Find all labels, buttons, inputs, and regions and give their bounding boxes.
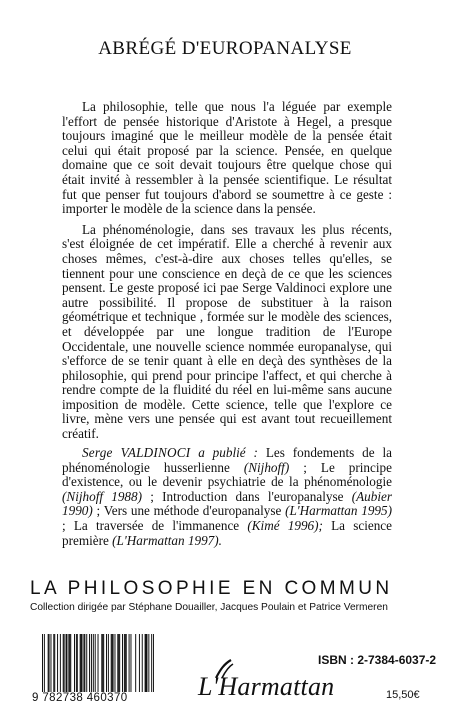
barcode-bar	[48, 634, 49, 692]
barcode-bar	[82, 634, 83, 692]
barcode-bar	[54, 634, 55, 692]
barcode-bars	[42, 634, 154, 692]
barcode-bar	[80, 634, 81, 692]
publication-separator: ;	[62, 517, 74, 533]
paragraph-2: La phénoménologie, dans ses travaux les plus récents, s'est éloignée de cet impératif. Elle a cherché à revenir aux choses mêmes, c'est-à-dire aux choses telles qu'elles, se tiennent pour une conscience en deçà de ce que les sciences pensent. Le geste proposé ici pae Serge Valdinoci explore une autre possibilité. Il propose de substituer à la raison géométrique et technique , formée sur le modèle des sciences, et développée par une longue tradition de l'Europe Occidentale, une nouvelle science nommée europanalyse, qui s'efforce de se tenir quant à elle en deçà des synthèses de la philosophie, qui prend pour principe l'affect, et qui cherche à rendre compte de la fluidité du réel en lui-même sans aucune imposition de modèle. Cette science, telle que l'explore ce livre, mène vers une pensée qui est avant tout recueillement créatif.	[62, 221, 392, 442]
barcode-bar	[50, 634, 51, 692]
barcode-bar	[145, 634, 146, 692]
collection-direction: Collection dirigée par Stéphane Douailler, Jacques Poulain et Patrice Vermeren	[30, 602, 388, 613]
publication-title: La traversée de l'immanence	[73, 517, 240, 533]
barcode-bar	[49, 634, 50, 692]
publication-separator	[323, 518, 331, 533]
barcode-bar	[122, 634, 123, 692]
barcode-bar	[83, 634, 84, 692]
barcode	[32, 634, 162, 708]
collection-block	[30, 578, 430, 613]
publisher-logo	[198, 658, 335, 702]
barcode-bar	[57, 634, 58, 692]
barcode-bar	[84, 634, 85, 692]
barcode-bar	[81, 634, 82, 692]
barcode-bar	[113, 634, 114, 692]
barcode-bar	[60, 634, 61, 692]
barcode-bar	[126, 634, 127, 692]
publications-intro: a publié :	[198, 445, 258, 460]
barcode-digits: 9 782738 460370	[32, 692, 128, 704]
barcode-bar	[74, 634, 75, 692]
barcode-bar	[119, 634, 120, 692]
barcode-bar	[146, 634, 147, 692]
barcode-bar	[70, 634, 71, 692]
barcode-bar	[129, 634, 130, 692]
barcode-bar	[103, 634, 104, 692]
publication-publisher: (Nijhoff)	[243, 459, 290, 475]
barcode-bar	[125, 634, 126, 692]
publication-separator: ;	[92, 503, 104, 519]
barcode-bar	[86, 634, 87, 692]
publisher-name: L'Harmattan	[198, 672, 335, 701]
publication-title: La science première	[62, 517, 393, 548]
publication-publisher: (Nijhoff 1988)	[62, 488, 143, 504]
barcode-bar	[95, 634, 96, 692]
barcode-bar	[151, 634, 152, 692]
barcode-bar	[69, 634, 70, 692]
barcode-bar	[63, 634, 64, 692]
barcode-bar	[130, 634, 131, 692]
barcode-bar	[108, 634, 109, 692]
publication-title: Le principe d'existence, ou le devenir psychiatrie de la phénoménologie	[62, 459, 392, 490]
barcode-bar	[66, 634, 67, 692]
collection-name: LA PHILOSOPHIE EN COMMUN	[30, 578, 393, 599]
barcode-bar	[135, 634, 136, 692]
publication-title: Les fondements de la phénoménologie husserlienne	[62, 445, 392, 475]
barcode-bar	[148, 634, 149, 692]
barcode-bar	[139, 634, 140, 692]
publications-paragraph	[62, 446, 392, 548]
barcode-bar	[66, 634, 67, 692]
paragraph-1: La philosophie, telle que nous l'a léguée par exemple l'effort de pensée historique d'Aristote à Hegel, a presque toujours imaginé que le meilleur modèle de la pensée était celui qui était proposé par la science. Pensée, en quelque domaine que ce soit devait toujours être quelque chose qui était invité à ressembler à la pensée scientifique. Le résultat fut que penser fut toujours d'abord se soumettre à ce geste : importer le modèle de la science dans la pensée.	[62, 99, 392, 217]
barcode-bar	[114, 634, 115, 692]
barcode-bar	[93, 634, 94, 692]
publication-publisher: (Aubier 1990)	[62, 488, 392, 519]
barcode-bar	[124, 634, 125, 692]
barcode-bar	[91, 634, 92, 692]
barcode-bar	[106, 634, 107, 692]
publication-list	[62, 445, 392, 548]
barcode-bar	[153, 634, 154, 692]
barcode-bar	[77, 634, 78, 692]
author-publications	[62, 446, 392, 548]
barcode-bar	[146, 634, 147, 692]
barcode-bar	[89, 634, 90, 692]
author-name: Serge VALDINOCI	[82, 445, 191, 460]
barcode-bar	[68, 634, 69, 692]
barcode-bar	[117, 634, 118, 692]
barcode-bar	[98, 634, 99, 692]
barcode-bar	[44, 634, 45, 692]
book-title: ABRÉGÉ D'EUROPANALYSE	[98, 38, 352, 59]
barcode-bar	[111, 634, 112, 692]
barcode-bar	[102, 634, 103, 692]
publication-publisher: (Kimé 1996);	[247, 517, 323, 533]
barcode-bar	[112, 634, 113, 692]
barcode-bar	[53, 634, 54, 692]
barcode-bar	[76, 634, 77, 692]
isbn: ISBN : 2-7384-6037-2	[318, 653, 437, 667]
barcode-bar	[101, 634, 102, 692]
publication-separator: ;	[289, 459, 321, 475]
publication-title: Vers une méthode d'europanalyse	[103, 503, 282, 519]
barcode-bar	[118, 634, 119, 692]
publication-separator: ;	[142, 488, 163, 504]
barcode-bar	[64, 634, 65, 692]
publication-publisher: (L'Harmattan 1997).	[112, 532, 222, 548]
barcode-bar	[142, 634, 143, 692]
back-cover-text	[62, 100, 392, 448]
barcode-bar	[42, 634, 43, 692]
publication-title: Introduction dans l'europanalyse	[162, 488, 344, 504]
publication-publisher: (L'Harmattan 1995)	[285, 503, 392, 519]
price: 15,50€	[386, 689, 420, 701]
